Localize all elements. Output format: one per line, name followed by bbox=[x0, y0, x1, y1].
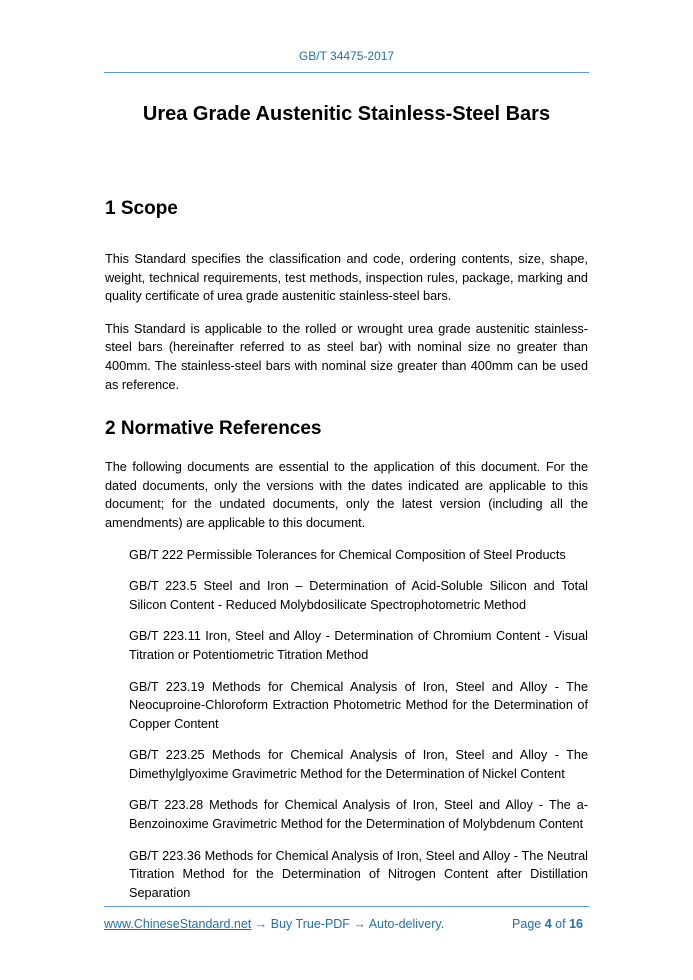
scope-paragraph-2: This Standard is applicable to the rolled or wrought urea grade austenitic stainless-steel bars (hereinafter referred to as steel bar) with nominal size no greater than 400mm. The stainless-steel bars with nominal size greater than 400mm can be used as reference. bbox=[105, 321, 588, 392]
page-indicator bbox=[512, 917, 583, 931]
reference-item: GB/T 223.36 Methods for Chemical Analysis of Iron, Steel and Alloy - The Neutral Titration Method for the Determination of Nitrogen Content after Distillation Separation bbox=[129, 848, 588, 900]
scope-paragraph-1: This Standard specifies the classification and code, ordering contents, size, shape, weight, technical requirements, test methods, inspection rules, package, marking and quality certificate of urea grade austenitic stainless-steel bars. bbox=[105, 252, 588, 304]
page-label: Page bbox=[512, 917, 542, 931]
page-of-label: of bbox=[555, 917, 566, 931]
normative-intro-paragraph: The following documents are essential to the application of this document. For the dated documents, only the versions with the dates indicated are applicable to this document; for the undated documents, only the latest version (including all the amendments) are applicable to this document. bbox=[105, 460, 588, 530]
footer-tagline: → Buy True-PDF → Auto-delivery. bbox=[251, 917, 445, 931]
document-code-header: GB/T 34475-2017 bbox=[298, 49, 395, 63]
page-current: 4 bbox=[544, 917, 552, 931]
reference-item: GB/T 223.28 Methods for Chemical Analysis of Iron, Steel and Alloy - The a-Benzoinoxime Gravimetric Method for the Determination of Molybdenum Content bbox=[129, 798, 588, 832]
section-heading-scope: 1 Scope bbox=[105, 198, 178, 219]
page-total: 16 bbox=[569, 917, 583, 931]
reference-item: GB/T 223.25 Methods for Chemical Analysis of Iron, Steel and Alloy - The Dimethylglyoxime Gravimetric Method for the Determination of Nickel Content bbox=[129, 748, 588, 781]
reference-item: GB/T 222 Permissible Tolerances for Chemical Composition of Steel Products bbox=[129, 547, 566, 562]
header-divider bbox=[104, 72, 589, 73]
reference-item: GB/T 223.19 Methods for Chemical Analysis of Iron, Steel and Alloy - The Neocuproine-Chloroform Extraction Photometric Method for the Determination of Copper Content bbox=[129, 679, 588, 731]
document-body bbox=[105, 198, 588, 902]
reference-item: GB/T 223.11 Iron, Steel and Alloy - Determination of Chromium Content - Visual Titration or Potentiometric Titration Method bbox=[129, 629, 588, 662]
section-heading-normative-references: 2 Normative References bbox=[105, 418, 322, 440]
page-footer bbox=[104, 917, 589, 931]
footer-site-link[interactable]: www.ChineseStandard.net bbox=[104, 917, 252, 931]
footer-divider bbox=[104, 906, 589, 907]
reference-item: GB/T 223.5 Steel and Iron – Determination of Acid-Soluble Silicon and Total Silicon Content - Reduced Molybdosilicate Spectrophotometric Method bbox=[129, 579, 588, 612]
document-title: Urea Grade Austenitic Stainless-Steel Bars bbox=[142, 103, 551, 125]
